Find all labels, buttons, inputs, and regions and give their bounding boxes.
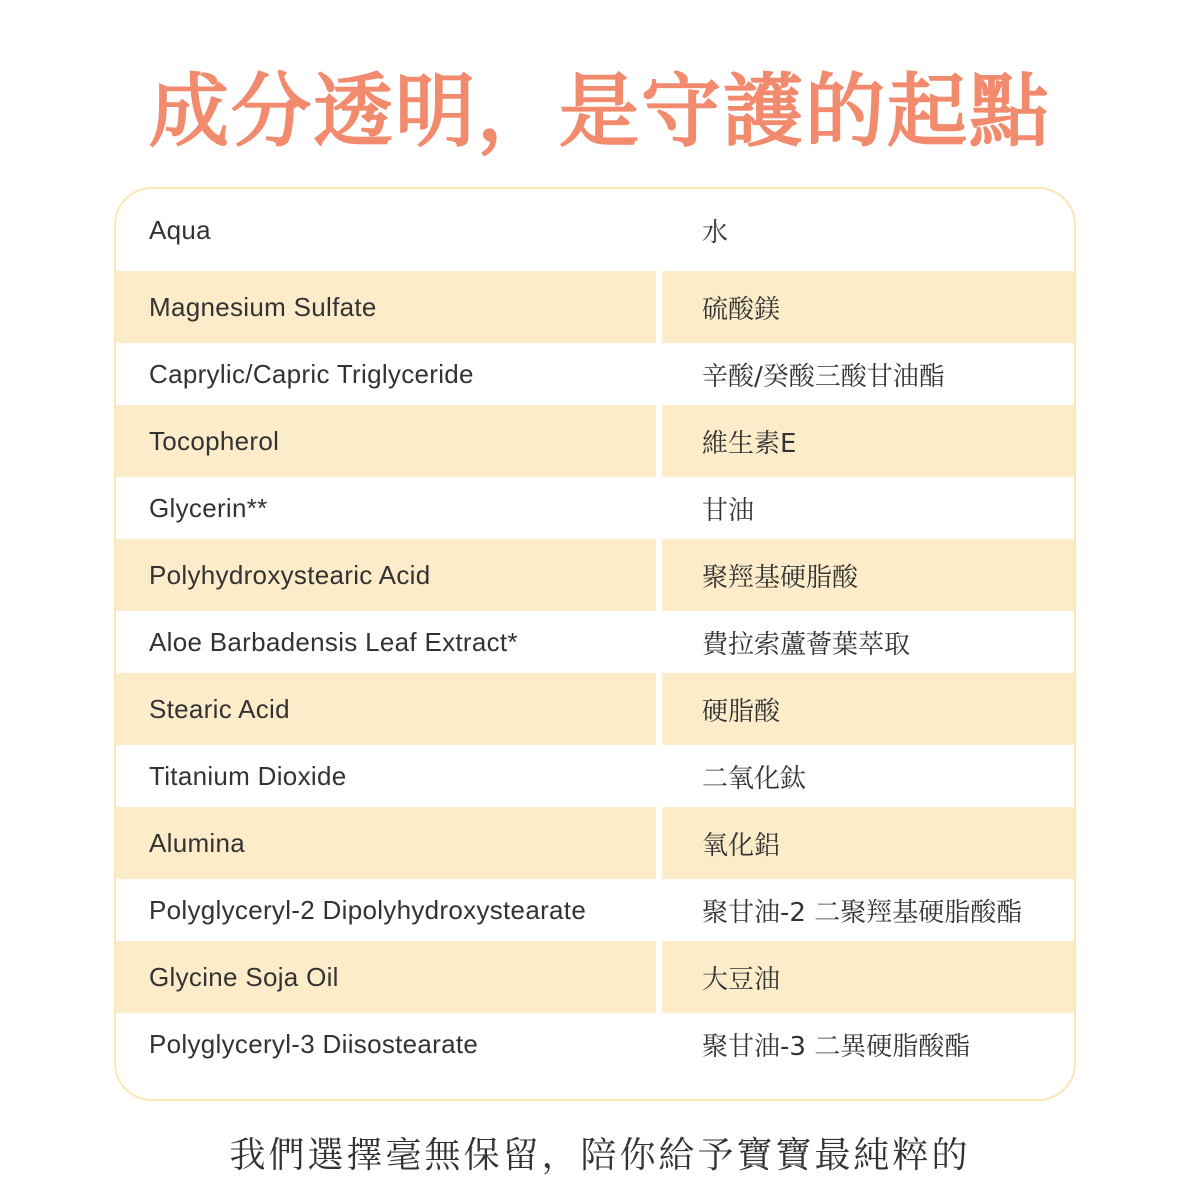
table-row xyxy=(116,477,1074,539)
ingredient-inci-name: Polyhydroxystearic Acid xyxy=(149,559,431,590)
table-row xyxy=(116,539,1074,611)
table-row xyxy=(116,807,1074,879)
ingredient-inci-name: Magnesium Sulfate xyxy=(149,291,377,322)
ingredient-chinese-name: 甘油 xyxy=(702,495,755,526)
ingredient-inci-name: Titanium Dioxide xyxy=(149,760,347,791)
ingredient-chinese-name: 硫酸鎂 xyxy=(702,294,781,325)
ingredient-chinese-name: 硬脂酸 xyxy=(702,696,781,727)
table-row xyxy=(116,271,1074,343)
ingredient-inci-name: Tocopherol xyxy=(149,425,280,456)
table-row xyxy=(116,745,1074,807)
table-row xyxy=(116,673,1074,745)
table-row xyxy=(116,879,1074,941)
table-row xyxy=(116,343,1074,405)
table-row xyxy=(116,611,1074,673)
ingredients-table xyxy=(114,187,1076,1101)
ingredient-chinese-name: 聚羥基硬脂酸 xyxy=(702,562,859,593)
ingredient-inci-name: Polyglyceryl-3 Diisostearate xyxy=(149,1028,479,1059)
ingredient-inci-name: Aloe Barbadensis Leaf Extract* xyxy=(149,626,518,657)
footer-tagline: 我們選擇毫無保留，陪你給予寶寶最純粹的 xyxy=(229,1135,971,1176)
ingredient-chinese-name: 辛酸/癸酸三酸甘油酯 xyxy=(702,361,945,392)
table-row xyxy=(116,1013,1074,1075)
ingredient-inci-name: Stearic Acid xyxy=(149,693,290,724)
table-row xyxy=(116,405,1074,477)
ingredient-chinese-name: 水 xyxy=(702,217,729,248)
ingredient-inci-name: Alumina xyxy=(149,827,246,858)
ingredient-inci-name: Glycerin** xyxy=(149,492,268,523)
ingredient-inci-name: Glycine Soja Oil xyxy=(149,961,339,992)
ingredient-chinese-name: 氧化鋁 xyxy=(702,830,781,861)
ingredient-inci-name: Polyglyceryl-2 Dipolyhydroxystearate xyxy=(149,894,587,925)
table-row xyxy=(116,941,1074,1013)
ingredient-chinese-name: 聚甘油-3 二異硬脂酸酯 xyxy=(702,1031,971,1062)
ingredient-chinese-name: 維生素E xyxy=(702,428,797,459)
page-title: 成分透明，是守護的起點 xyxy=(149,65,1051,158)
ingredient-chinese-name: 聚甘油-2 二聚羥基硬脂酸酯 xyxy=(702,897,1023,928)
ingredient-inci-name: Aqua xyxy=(149,214,211,245)
table-row xyxy=(116,189,1074,271)
ingredient-chinese-name: 費拉索蘆薈葉萃取 xyxy=(702,629,911,660)
ingredient-inci-name: Caprylic/Capric Triglyceride xyxy=(149,358,474,389)
ingredient-chinese-name: 二氧化鈦 xyxy=(702,763,807,794)
column-divider xyxy=(656,189,662,1099)
ingredient-chinese-name: 大豆油 xyxy=(702,964,781,995)
